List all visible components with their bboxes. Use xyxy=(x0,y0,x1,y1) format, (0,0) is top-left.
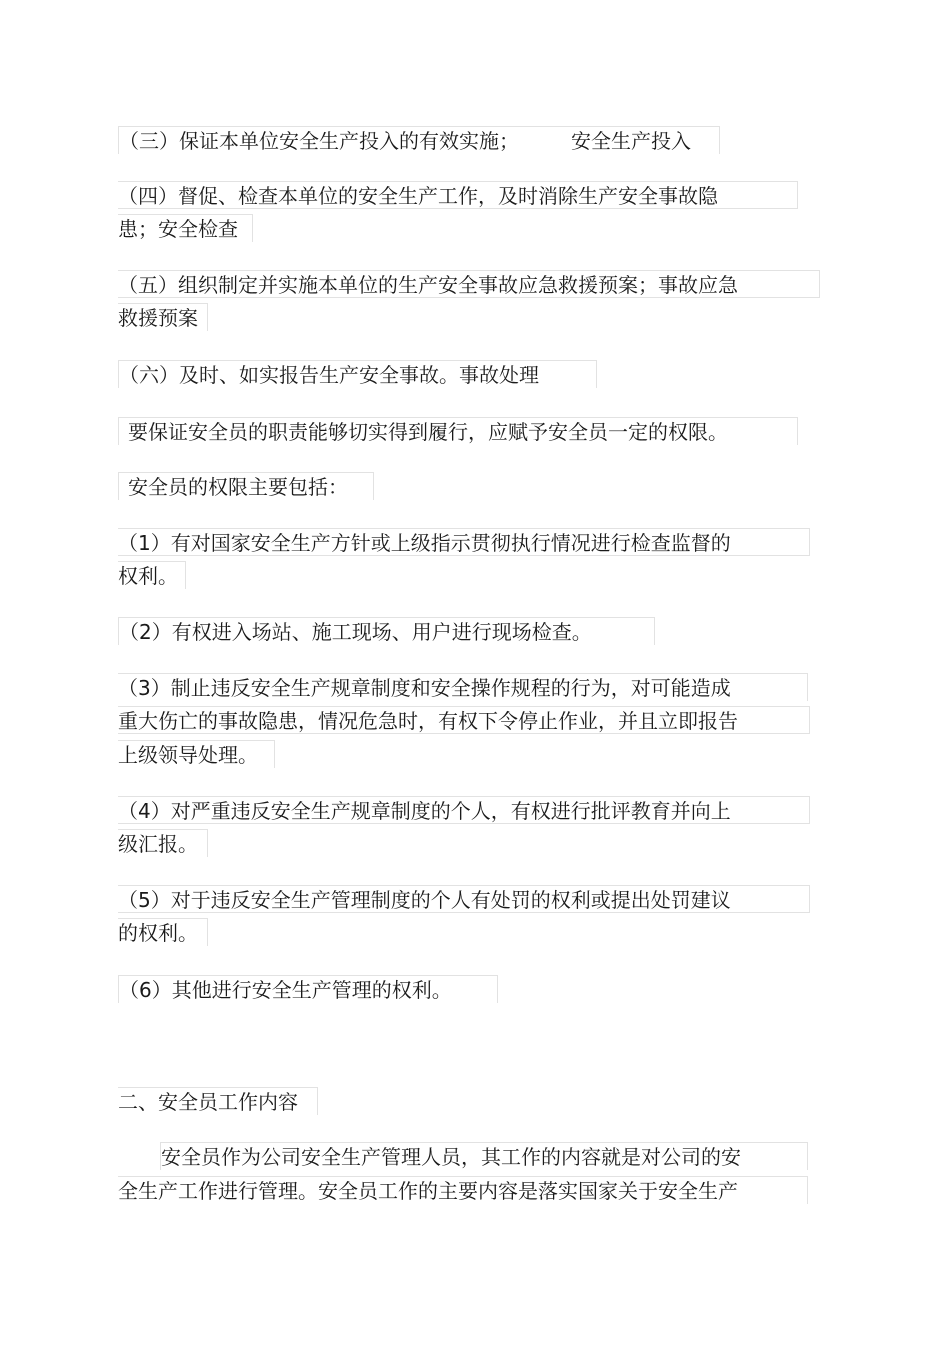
text-segment: 救援预案 xyxy=(118,306,198,330)
text-line xyxy=(118,181,798,209)
text-segment: （六）及时、如实报告生产安全事故。事故处理 xyxy=(119,363,539,387)
text-segment: 安全生产投入 xyxy=(571,129,691,153)
text-line xyxy=(118,528,810,556)
section-heading xyxy=(118,1087,318,1115)
text-segment: 安全员的权限主要包括： xyxy=(128,475,348,499)
text-segment: （1）有对国家安全生产方针或上级指示贯彻执行情况进行检查监督的 xyxy=(118,531,731,555)
text-line xyxy=(160,1142,808,1170)
text-line xyxy=(118,829,208,857)
text-segment: 患；安全检查 xyxy=(118,217,238,241)
text-line xyxy=(118,1176,808,1204)
text-segment: 全生产工作进行管理。安全员工作的主要内容是落实国家关于安全生产 xyxy=(118,1179,738,1203)
text-segment: （5）对于违反安全生产管理制度的个人有处罚的权利或提出处罚建议 xyxy=(118,888,731,912)
text-line xyxy=(118,472,374,500)
text-segment: 权利。 xyxy=(118,564,178,588)
text-line xyxy=(118,885,810,913)
text-segment: 安全员作为公司安全生产管理人员，其工作的内容就是对公司的安 xyxy=(161,1145,741,1169)
text-line xyxy=(118,617,655,645)
text-line xyxy=(118,975,498,1003)
text-line xyxy=(118,417,798,445)
text-segment: （三）保证本单位安全生产投入的有效实施； xyxy=(119,129,519,153)
text-segment: 的权利。 xyxy=(118,921,198,945)
text-segment: （2）有权进入场站、施工现场、用户进行现场检查。 xyxy=(119,620,592,644)
text-segment: 要保证安全员的职责能够切实得到履行，应赋予安全员一定的权限。 xyxy=(128,420,728,444)
section-heading-text: 二、安全员工作内容 xyxy=(118,1090,298,1114)
text-line xyxy=(118,796,810,824)
text-segment: （五）组织制定并实施本单位的生产安全事故应急救援预案；事故应急 xyxy=(118,273,738,297)
text-line xyxy=(118,303,208,331)
text-segment: （4）对严重违反安全生产规章制度的个人，有权进行批评教育并向上 xyxy=(118,799,731,823)
text-line xyxy=(118,740,275,768)
text-segment: （四）督促、检查本单位的安全生产工作，及时消除生产安全事故隐 xyxy=(118,184,718,208)
text-line xyxy=(118,270,820,298)
text-segment: （6）其他进行安全生产管理的权利。 xyxy=(119,978,452,1002)
text-line xyxy=(118,126,720,154)
text-line xyxy=(118,918,208,946)
text-line xyxy=(118,360,597,388)
text-segment: 重大伤亡的事故隐患，情况危急时，有权下令停止作业，并且立即报告 xyxy=(118,709,738,733)
text-segment: 级汇报。 xyxy=(118,832,198,856)
text-line xyxy=(118,673,808,701)
text-segment: 上级领导处理。 xyxy=(118,743,258,767)
text-line xyxy=(118,561,186,589)
text-line xyxy=(118,706,810,734)
text-segment: （3）制止违反安全生产规章制度和安全操作规程的行为，对可能造成 xyxy=(118,676,731,700)
text-line xyxy=(118,214,253,242)
